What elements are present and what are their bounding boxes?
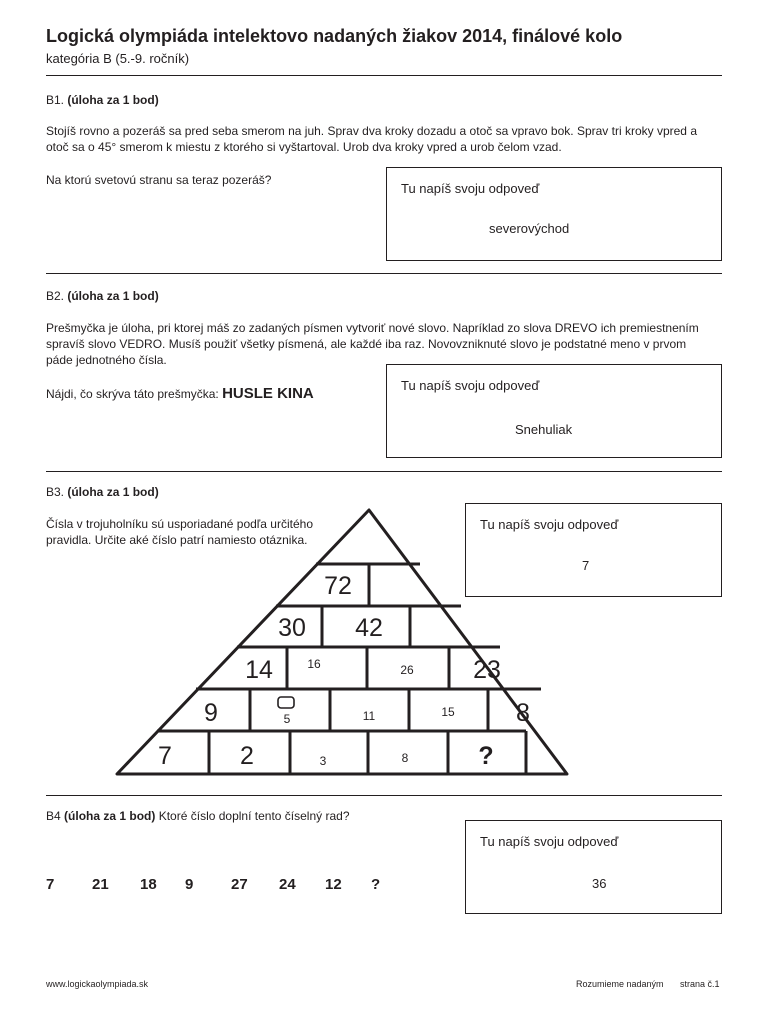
- sequence-number: 27: [231, 876, 248, 893]
- pyramid-cell: ?: [478, 742, 494, 770]
- b3-answer-box[interactable]: [465, 503, 722, 597]
- pyramid-cell: 72: [324, 572, 352, 600]
- page-subtitle: kategória B (5.-9. ročník): [46, 51, 190, 66]
- b4-points: (úloha za 1 bod): [64, 809, 156, 823]
- pyramid-cell: 5: [283, 712, 291, 726]
- b4-heading: [46, 809, 350, 823]
- pyramid-cell: 16: [307, 657, 321, 671]
- b2-points: (úloha za 1 bod): [67, 289, 159, 303]
- b1-text: Stojíš rovno a pozeráš sa pred seba smerom na juh. Sprav dva kroky dozadu a otoč sa vpravo bok. Sprav tri kroky vpred a otoč sa o 45° smerom k miestu z ktorého si vyštartoval. Urob dva kroky vpred a urob čelom vzad.: [46, 124, 697, 154]
- small-square-mark: [278, 697, 294, 708]
- sequence-number: 9: [185, 876, 194, 893]
- pyramid-cell: 8: [401, 751, 409, 765]
- b4-answer: 36: [592, 876, 607, 891]
- b3-label: B3.: [46, 485, 65, 499]
- sequence-number: ?: [371, 876, 381, 893]
- b2-answer: Snehuliak: [515, 422, 573, 437]
- b3-points: (úloha za 1 bod): [67, 485, 159, 499]
- pyramid-cell: 3: [319, 754, 327, 768]
- b4-answer-box[interactable]: [465, 820, 722, 914]
- pyramid-cell: 2: [240, 742, 254, 770]
- b3-answer: 7: [582, 558, 590, 573]
- pyramid-cell: 23: [473, 656, 501, 684]
- sequence-number: 7: [46, 876, 55, 893]
- pyramid-cell: 9: [204, 699, 218, 727]
- pyramid-cell: 7: [158, 742, 172, 770]
- sequence-number: 12: [325, 876, 342, 893]
- b4-label: B4: [46, 809, 61, 823]
- b4-question: Ktoré číslo doplní tento číselný rad?: [158, 809, 350, 823]
- b1-label: B1.: [46, 93, 65, 107]
- b3-answer-label: Tu napíš svoju odpoveď: [480, 517, 619, 532]
- b1-answer: severovýchod: [489, 221, 570, 236]
- b2-question: Nájdi, čo skrýva táto prešmyčka:: [46, 387, 219, 401]
- b1-points: (úloha za 1 bod): [67, 93, 159, 107]
- b3-text: Čísla v trojuholníku sú usporiadané podľa určitého pravidla. Určite aké číslo patrí namiesto otáznika.: [46, 517, 313, 547]
- pyramid-cell: 11: [362, 709, 376, 723]
- b1-answer-label: Tu napíš svoju odpoveď: [401, 181, 540, 196]
- b2-text: Prešmyčka je úloha, pri ktorej máš zo zadaných písmen vytvoriť nové slovo. Napríklad zo slova DREVO ich premiestnením spravíš slovo VEDRO. Musíš použiť všetky písmená, ale každé iba raz. Novovzniknuté slovo je podstatné meno v prvom páde jednotného čísla.: [46, 321, 699, 367]
- pyramid-cell: 15: [441, 705, 455, 719]
- pyramid-cell: 42: [355, 614, 383, 642]
- sequence-number: 24: [279, 876, 296, 893]
- b4-answer-label: Tu napíš svoju odpoveď: [480, 834, 619, 849]
- sequence-number: 18: [140, 876, 157, 893]
- b2-answer-label: Tu napíš svoju odpoveď: [401, 378, 540, 393]
- pyramid-cell: 30: [278, 614, 306, 642]
- divider: [46, 795, 722, 796]
- pyramid-cell: 26: [400, 663, 414, 677]
- pyramid-cell: 14: [245, 656, 273, 684]
- sequence-number: 21: [92, 876, 109, 893]
- footer-website[interactable]: www.logickaolympiada.sk: [46, 979, 149, 989]
- footer-slogan: Rozumieme nadaným: [576, 979, 664, 989]
- pyramid-cell: 8: [516, 699, 530, 727]
- b2-anagram: HUSLE KINA: [222, 385, 314, 402]
- b2-label: B2.: [46, 289, 65, 303]
- page-title: Logická olympiáda intelektovo nadaných žiakov 2014, finálové kolo: [46, 26, 623, 46]
- footer-page-number: strana č.1: [680, 979, 720, 989]
- b1-question: Na ktorú svetovú stranu sa teraz pozeráš?: [46, 173, 272, 187]
